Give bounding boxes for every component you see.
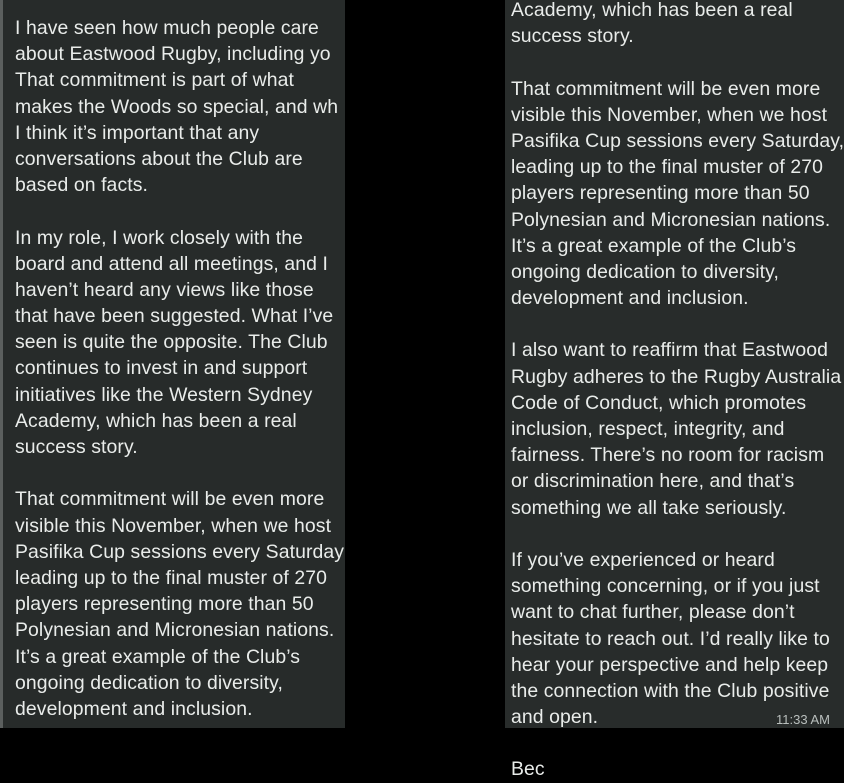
message-line: Code of Conduct, which promotes (511, 391, 807, 414)
paragraph (15, 225, 344, 461)
message-line: inclusion, respect, integrity, and (511, 418, 785, 440)
message-line: visible this November, when we host (511, 103, 828, 126)
message-line: development and inclusion. (15, 697, 253, 720)
message-bubble-left (3, 0, 345, 728)
message-line: If you’ve experienced or heard (511, 548, 775, 571)
message-line: want to chat further, please don’t (511, 601, 795, 624)
message-timestamp: 11:33 AM (776, 712, 830, 727)
message-line: or discrimination here, and that’s (511, 470, 795, 493)
message-text-right (511, 0, 844, 783)
message-line: hear your perspective and help keep (511, 653, 829, 676)
message-line: leading up to the final muster of 270 (15, 566, 327, 589)
message-line: something concerning, or if you just (511, 575, 820, 598)
message-line: leading up to the final muster of 270 (511, 156, 823, 179)
message-line: haven’t heard any views like those (15, 278, 314, 301)
paragraph (511, 547, 844, 730)
message-line: That commitment will be even more (511, 77, 821, 100)
message-line: Academy, which has been a real (15, 409, 297, 432)
message-line: I think it’s important that any (15, 121, 260, 144)
message-line: Pasifika Cup sessions every Saturday (15, 540, 345, 563)
message-line: and open. (511, 706, 599, 729)
paragraph (511, 76, 844, 312)
message-line: seen is quite the opposite. The Club (15, 331, 328, 354)
message-line: It’s a great example of the Club’s (15, 645, 301, 668)
message-text-left (15, 15, 344, 748)
paragraph (511, 0, 844, 49)
message-line: players representing more than 50 (15, 593, 314, 616)
message-line: the connection with the Club positive (511, 679, 830, 702)
message-line: based on facts. (15, 174, 149, 197)
message-line: initiatives like the Western Sydney (15, 383, 313, 406)
message-line: board and attend all meetings, and I (15, 252, 328, 275)
message-line: about Eastwood Rugby, including yo (15, 43, 331, 66)
message-line: conversations about the Club are (15, 147, 303, 170)
message-line: continues to invest in and support (15, 357, 308, 380)
message-line: Polynesian and Micronesian nations. (511, 208, 831, 231)
message-line: success story. (15, 436, 138, 458)
message-line: success story. (511, 25, 634, 48)
paragraph (511, 337, 844, 520)
message-line: something we all take seriously. (511, 496, 787, 519)
message-line: players representing more than 50 (511, 182, 810, 205)
message-line: Rugby adheres to the Rugby Australia (511, 365, 842, 388)
message-line: hesitate to reach out. I’d really like to (511, 627, 830, 650)
message-signature (511, 756, 844, 782)
message-line: fairness. There’s no room for racism (511, 444, 825, 467)
message-line: visible this November, when we host (15, 514, 332, 537)
message-line: ongoing dedication to diversity, (511, 260, 780, 283)
message-line: development and inclusion. (511, 287, 749, 310)
message-line: It’s a great example of the Club’s (511, 234, 797, 257)
signature-name: Bec (511, 758, 545, 781)
message-line: ongoing dedication to diversity, (15, 671, 284, 694)
message-line: I also want to reaffirm that Eastwood (511, 339, 828, 362)
message-line: makes the Woods so special, and wh (15, 95, 339, 118)
paragraph (15, 15, 344, 198)
message-line: Polynesian and Micronesian nations. (15, 619, 335, 642)
message-line: In my role, I work closely with the (15, 226, 303, 249)
message-bubble-right (505, 0, 844, 781)
message-line: That commitment is part of what (15, 69, 294, 92)
message-line: That commitment will be even more (15, 488, 325, 511)
paragraph (15, 486, 344, 722)
message-line: Academy, which has been a real (511, 0, 793, 21)
message-line: I have seen how much people care (15, 17, 319, 39)
message-line: that have been suggested. What I’ve (15, 305, 334, 328)
message-line: Pasifika Cup sessions every Saturday, (511, 129, 844, 152)
black-divider (345, 0, 505, 728)
